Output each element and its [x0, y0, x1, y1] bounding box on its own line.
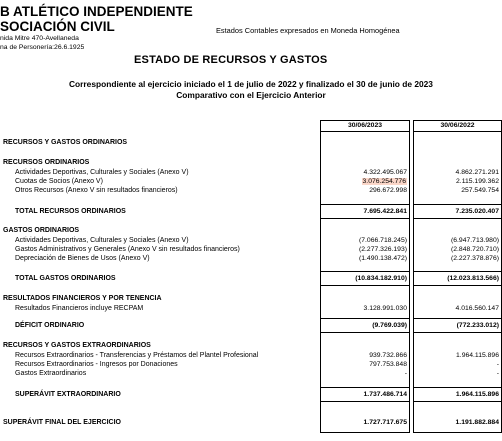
row-label: Otros Recursos (Anexo V sin resultados financieros) [15, 187, 178, 194]
total-top-rule [413, 271, 502, 272]
total-value-current: (10.834.182.910) [355, 275, 407, 282]
row-value-current: (7.066.718.245) [359, 237, 407, 244]
total-value-previous: 7.235.020.407 [455, 208, 499, 215]
row-value-current [320, 178, 407, 185]
total-label: TOTAL RECURSOS ORDINARIOS [15, 208, 126, 215]
row-label: Recursos Extraordinarios - Ingresos por Donaciones [15, 361, 178, 368]
organization-address: nida Mitre 470-Avellaneda [0, 35, 79, 42]
row-label: Gastos Administrativos y Generales (Anexo V sin resultados financieros) [15, 246, 240, 253]
total-bottom-rule [320, 285, 410, 286]
deficit-label: DÉFICIT ORDINARIO [15, 322, 85, 329]
column-header-current: 30/06/2023 [347, 122, 383, 129]
row-value-current: 797.753.848 [369, 361, 407, 368]
total-top-rule [320, 204, 410, 205]
total-bottom-rule [413, 401, 502, 402]
total-bottom-rule [413, 285, 502, 286]
section-title-extraordinarios: RECURSOS Y GASTOS EXTRAORDINARIOS [3, 342, 151, 349]
total-bottom-rule [320, 332, 410, 333]
document-subtitle: Estados Contables expresados en Moneda Homogénea [216, 26, 400, 35]
row-value-current: (2.277.326.193) [359, 246, 407, 253]
total-top-rule [413, 387, 502, 388]
superavit-final-current: 1.727.717.675 [363, 419, 407, 426]
column-header-divider [413, 131, 502, 132]
total-bottom-rule [413, 332, 502, 333]
total-bottom-rule [320, 401, 410, 402]
column-header-previous: 30/06/2022 [440, 122, 475, 129]
total-top-rule [320, 318, 410, 319]
row-label: Resultados Financieros incluye RECPAM [15, 305, 144, 312]
deficit-value-current: (9.769.039) [372, 322, 407, 329]
total-top-rule [320, 271, 410, 272]
superavit-extraordinario-previous: 1.964.115.896 [455, 391, 499, 398]
row-label: Cuotas de Socios (Anexo V) [15, 178, 103, 185]
section-title-recursos-ordinarios: RECURSOS ORDINARIOS [3, 159, 90, 166]
superavit-final-previous: 1.191.882.884 [455, 419, 499, 426]
organization-personeria: na de Personería:26.6.1925 [0, 44, 85, 51]
superavit-final-label: SUPERÁVIT FINAL DEL EJERCICIO [3, 419, 121, 426]
section-title-financieros: RESULTADOS FINANCIEROS Y POR TENENCIA [3, 295, 162, 302]
row-value-previous: 2.115.199.362 [456, 178, 499, 185]
organization-name-line2: SOCIACIÓN CIVIL [0, 19, 115, 34]
highlighted-value: 3.076.254.776 [362, 178, 406, 185]
row-label: Depreciación de Bienes de Usos (Anexo V) [15, 255, 150, 262]
superavit-extraordinario-label: SUPERÁVIT EXTRAORDINARIO [15, 391, 121, 398]
row-label: Recursos Extraordinarios - Transferencias y Préstamos del Plantel Profesional [15, 352, 259, 359]
section-title-gastos-ordinarios: GASTOS ORDINARIOS [3, 227, 80, 234]
row-value-previous: - [496, 370, 499, 377]
total-bottom-rule [320, 218, 410, 219]
superavit-extraordinario-current: 1.737.486.714 [363, 391, 407, 398]
period-line1: Correspondiente al ejercicio iniciado el 1 de julio de 2022 y finalizado el 30 de junio de 2023 [69, 79, 433, 89]
row-value-current: 3.128.991.030 [363, 305, 407, 312]
total-top-rule [413, 204, 502, 205]
deficit-value-previous: (772.233.012) [456, 322, 499, 329]
row-value-previous: - [496, 361, 499, 368]
row-value-previous: (2.227.378.876) [451, 255, 499, 262]
document-title: ESTADO DE RECURSOS Y GASTOS [134, 54, 328, 66]
row-value-current: 939.732.866 [369, 352, 407, 359]
row-value-previous: (6.947.713.980) [451, 237, 499, 244]
total-top-rule [413, 318, 502, 319]
row-value-current: 4.322.495.067 [363, 169, 407, 176]
column-header-divider [320, 131, 410, 132]
period-line2: Comparativo con el Ejercicio Anterior [176, 90, 326, 100]
total-bottom-rule [413, 218, 502, 219]
total-label: TOTAL GASTOS ORDINARIOS [15, 275, 116, 282]
row-value-current: (1.490.138.472) [359, 255, 407, 262]
section-title-ordinarios: RECURSOS Y GASTOS ORDINARIOS [3, 139, 128, 146]
total-top-rule [320, 387, 410, 388]
row-label: Gastos Extraordinarios [15, 370, 87, 377]
row-value-current: 296.672.998 [369, 187, 407, 194]
row-value-previous: (2.848.720.710) [451, 246, 499, 253]
total-value-previous: (12.023.813.566) [447, 275, 499, 282]
row-value-previous: 4.016.560.147 [455, 305, 499, 312]
row-value-previous: 257.549.754 [461, 187, 499, 194]
row-value-previous: 1.964.115.896 [456, 352, 499, 359]
row-label: Actividades Deportivas, Culturales y Sociales (Anexo V) [15, 237, 189, 244]
organization-name-line1: B ATLÉTICO INDEPENDIENTE [0, 4, 193, 19]
row-label: Actividades Deportivas, Culturales y Sociales (Anexo V) [15, 169, 189, 176]
row-value-previous: 4.862.271.291 [455, 169, 499, 176]
total-value-current: 7.695.422.841 [363, 208, 407, 215]
row-value-current: - [404, 370, 407, 377]
